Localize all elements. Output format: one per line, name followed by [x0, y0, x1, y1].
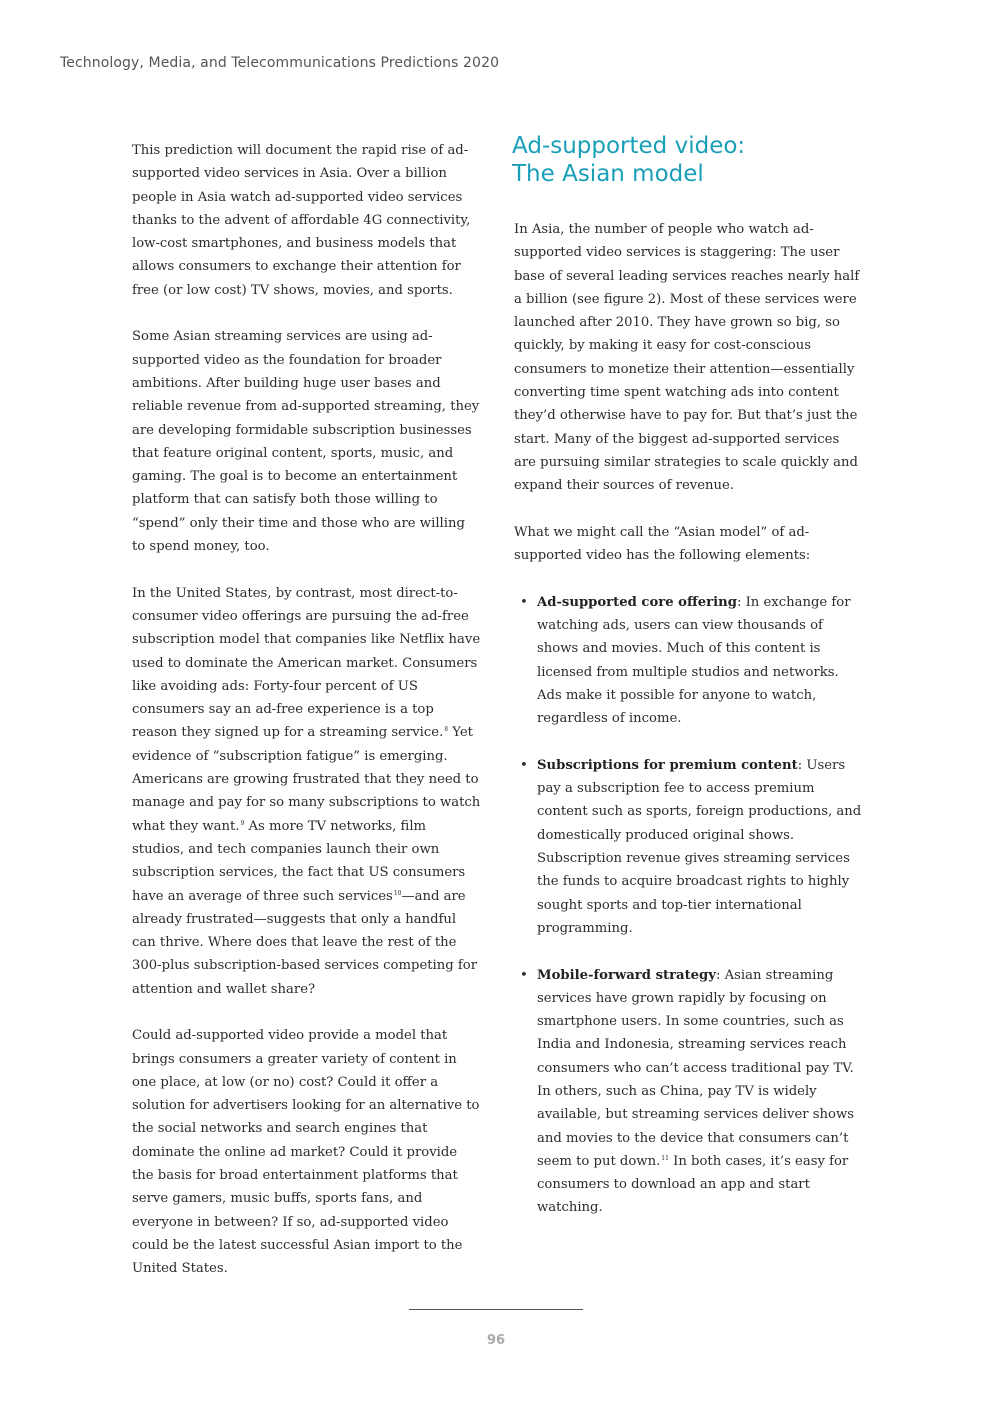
paragraph-text: —and are already frustrated—suggests that only a handful can thrive. Where does that leave the rest of the 300-plus subscription-based services competing for attention and wallet share? — [132, 888, 478, 997]
footnote-ref[interactable]: 10 — [393, 889, 402, 897]
bullet-text: In both cases, it’s easy for consumers to download an app and start watching. — [537, 1153, 849, 1216]
footnote-ref[interactable]: 9 — [240, 819, 245, 827]
page-number: 96 — [486, 1333, 506, 1348]
bullet-icon: • — [520, 967, 528, 983]
paragraph: This prediction will document the rapid rise of ad-supported video services in Asia. Over a billion people in Asia watch ad-supported video services thanks to the advent of affordable 4G connectivity, low-cost smartphones, and business models that allows consumers to exchange their attention for free (or low cost) TV shows, movies, and sports. — [132, 143, 471, 298]
bullet-term: Mobile-forward strategy — [537, 967, 716, 983]
running-header: Technology, Media, and Telecommunications Predictions 2020 — [60, 55, 500, 71]
bullet-term: Ad-supported core offering — [537, 594, 737, 610]
heading-line: The Asian model — [512, 161, 704, 187]
footnote-ref[interactable]: 8 — [444, 726, 449, 734]
footnote-ref[interactable]: 11 — [661, 1154, 669, 1162]
right-column — [514, 132, 864, 1243]
paragraph: What we might call the “Asian model” of ad-supported video has the following elements: — [514, 524, 811, 564]
paragraph: In Asia, the number of people who watch ad-supported video services is staggering: The user base of several leading services reaches nearly half a billion (see figure 2). Most of these services were launched after 2010. They have grown so big, so quickly, by making it easy for cost-conscious consumers to monetize their attention—essentially converting time spent watching ads into content they’d otherwise have to pay for. But that’s just the start. Many of the biggest ad-supported services are pursuing similar strategies to scale quickly and expand their sources of revenue. — [514, 222, 860, 494]
bullet-text: : Asian streaming services have grown rapidly by focusing on smartphone users. In some countries, such as India and Indonesia, streaming services reach consumers who can’t access traditional pay TV. In others, such as China, pay TV is widely available, but streaming services deliver shows and movies to the device that consumers can’t seem to put down. — [537, 967, 855, 1169]
list-item — [514, 591, 864, 731]
bullet-text: : In exchange for watching ads, users can view thousands of shows and movies. Much of this content is licensed from multiple studios and networks. Ads make it possible for anyone to watch, regardless of income. — [537, 594, 851, 727]
paragraph-text: Yet evidence of “subscription fatigue” is emerging. Americans are growing frustrated that they need to manage and pay for so many subscriptions to watch what they want. — [132, 725, 481, 834]
paragraph: Could ad-supported video provide a model that brings consumers a greater variety of content in one place, at low (or no) cost? Could it offer a solution for advertisers looking for an alternative to the social networks and search engines that dominate the online ad market? Could it provide the basis for broad entertainment platforms that serve gamers, music buffs, sports fans, and everyone in between? If so, ad-supported video could be the latest successful Asian import to the United States. — [132, 1028, 480, 1277]
bullet-text: : Users pay a subscription fee to access premium content such as sports, foreign productions, and domestically produced original shows. Subscription revenue gives streaming services the funds to acquire broadcast rights to highly sought sports and top-tier international programming. — [537, 757, 862, 936]
paragraph-text: In the United States, by contrast, most direct-to-consumer video offerings are pursuing the ad-free subscription model that companies like Netflix have used to dominate the American market. Consumers like avoiding ads: Forty-four percent of US consumers say an ad-free experience is a top reason they signed up for a streaming service. — [132, 585, 481, 741]
bullet-term: Subscriptions for premium content — [537, 757, 798, 773]
bullet-icon: • — [520, 594, 528, 610]
footer-divider — [409, 1309, 583, 1310]
heading-line: Ad-supported video: — [512, 133, 746, 159]
paragraph: Some Asian streaming services are using ad-supported video as the foundation for broader ambitions. After building huge user bases and reliable revenue from ad-supported streaming, they are developing formidable subscription businesses that feature original content, sports, music, and gaming. The goal is to become an entertainment platform that can satisfy both those willing to “spend” only their time and those who are willing to spend money, too. — [132, 329, 480, 555]
paragraph — [132, 582, 482, 1001]
left-column — [132, 139, 482, 1304]
paragraph-text: As more TV networks, film studios, and tech companies launch their own subscription services, the fact that US consumers have an average of three such services — [132, 818, 466, 904]
list-item — [514, 964, 864, 1220]
bullet-list — [514, 591, 864, 1220]
bullet-icon: • — [520, 757, 528, 773]
list-item — [514, 754, 864, 940]
section-heading — [512, 132, 864, 188]
